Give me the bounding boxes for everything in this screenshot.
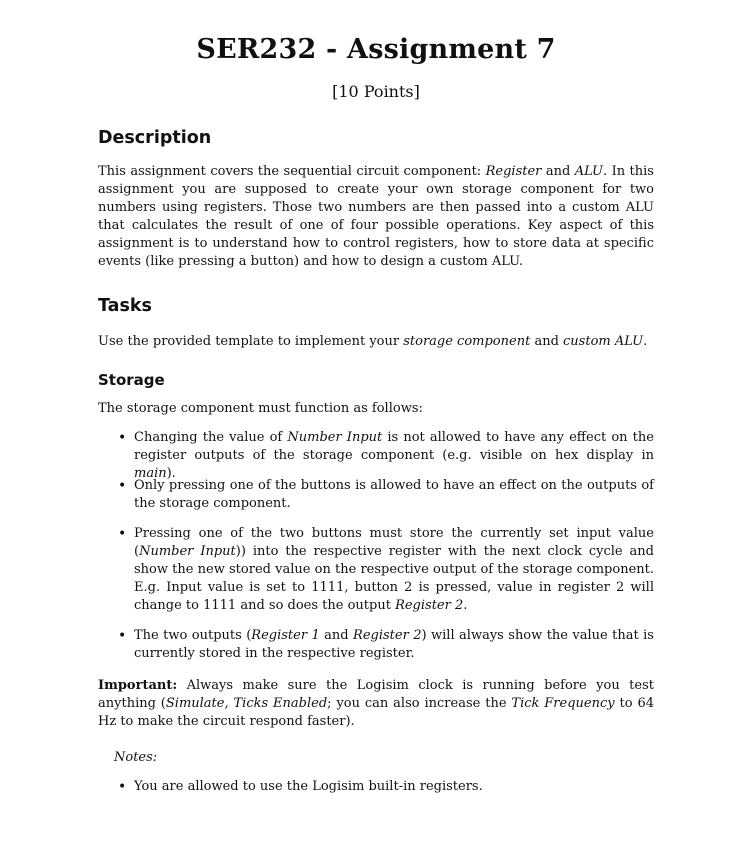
important-paragraph: Important: Always make sure the Logisim clock is running before you test anything (Simulate, Ticks Enabled; you can also increase the Tick Frequency to 64 Hz to make the circuit respond faster). — [98, 678, 654, 729]
storage-intro: The storage component must function as follows: — [98, 401, 423, 416]
tasks-heading: Tasks — [98, 296, 152, 316]
description-paragraph: This assignment covers the sequential circuit component: Register and ALU. In this assignment you are supposed to create your own storage component for two numbers using registers. Those two numbers are then passed into a custom ALU that calculates the result of one of four possible operations. Key aspect of this assignment is to understand how to control registers, how to store data at specific events (like pressing a button) and how to design a custom ALU. — [98, 164, 654, 269]
list-item: • The two outputs (Register 1 and Register 2) will always show the value that is currently stored in the respective register. — [134, 627, 654, 663]
storage-heading: Storage — [98, 371, 165, 389]
tasks-paragraph: Use the provided template to implement your storage component and custom ALU. — [98, 334, 648, 349]
list-item: • Only pressing one of the buttons is allowed to have an effect on the outputs of the storage component. — [134, 477, 654, 513]
description-heading: Description — [98, 128, 212, 148]
document-title: SER232 - Assignment 7 — [196, 34, 556, 65]
list-item: • You are allowed to use the Logisim built-in registers. — [134, 778, 654, 796]
notes-heading: Notes: — [114, 750, 158, 765]
list-item: • Pressing one of the two buttons must store the currently set input value (Number Input)) into the respective register with the next clock cycle and show the new stored value on the respective output of the storage component. E.g. Input value is set to 1111, button 2 is pressed, value in register 2 will change to 1111 and so does the output Register 2. — [134, 525, 654, 615]
points-subtitle: [10 Points] — [332, 82, 420, 101]
list-item: • Changing the value of Number Input is not allowed to have any effect on the register outputs of the storage component (e.g. visible on hex display in main). — [134, 429, 654, 483]
